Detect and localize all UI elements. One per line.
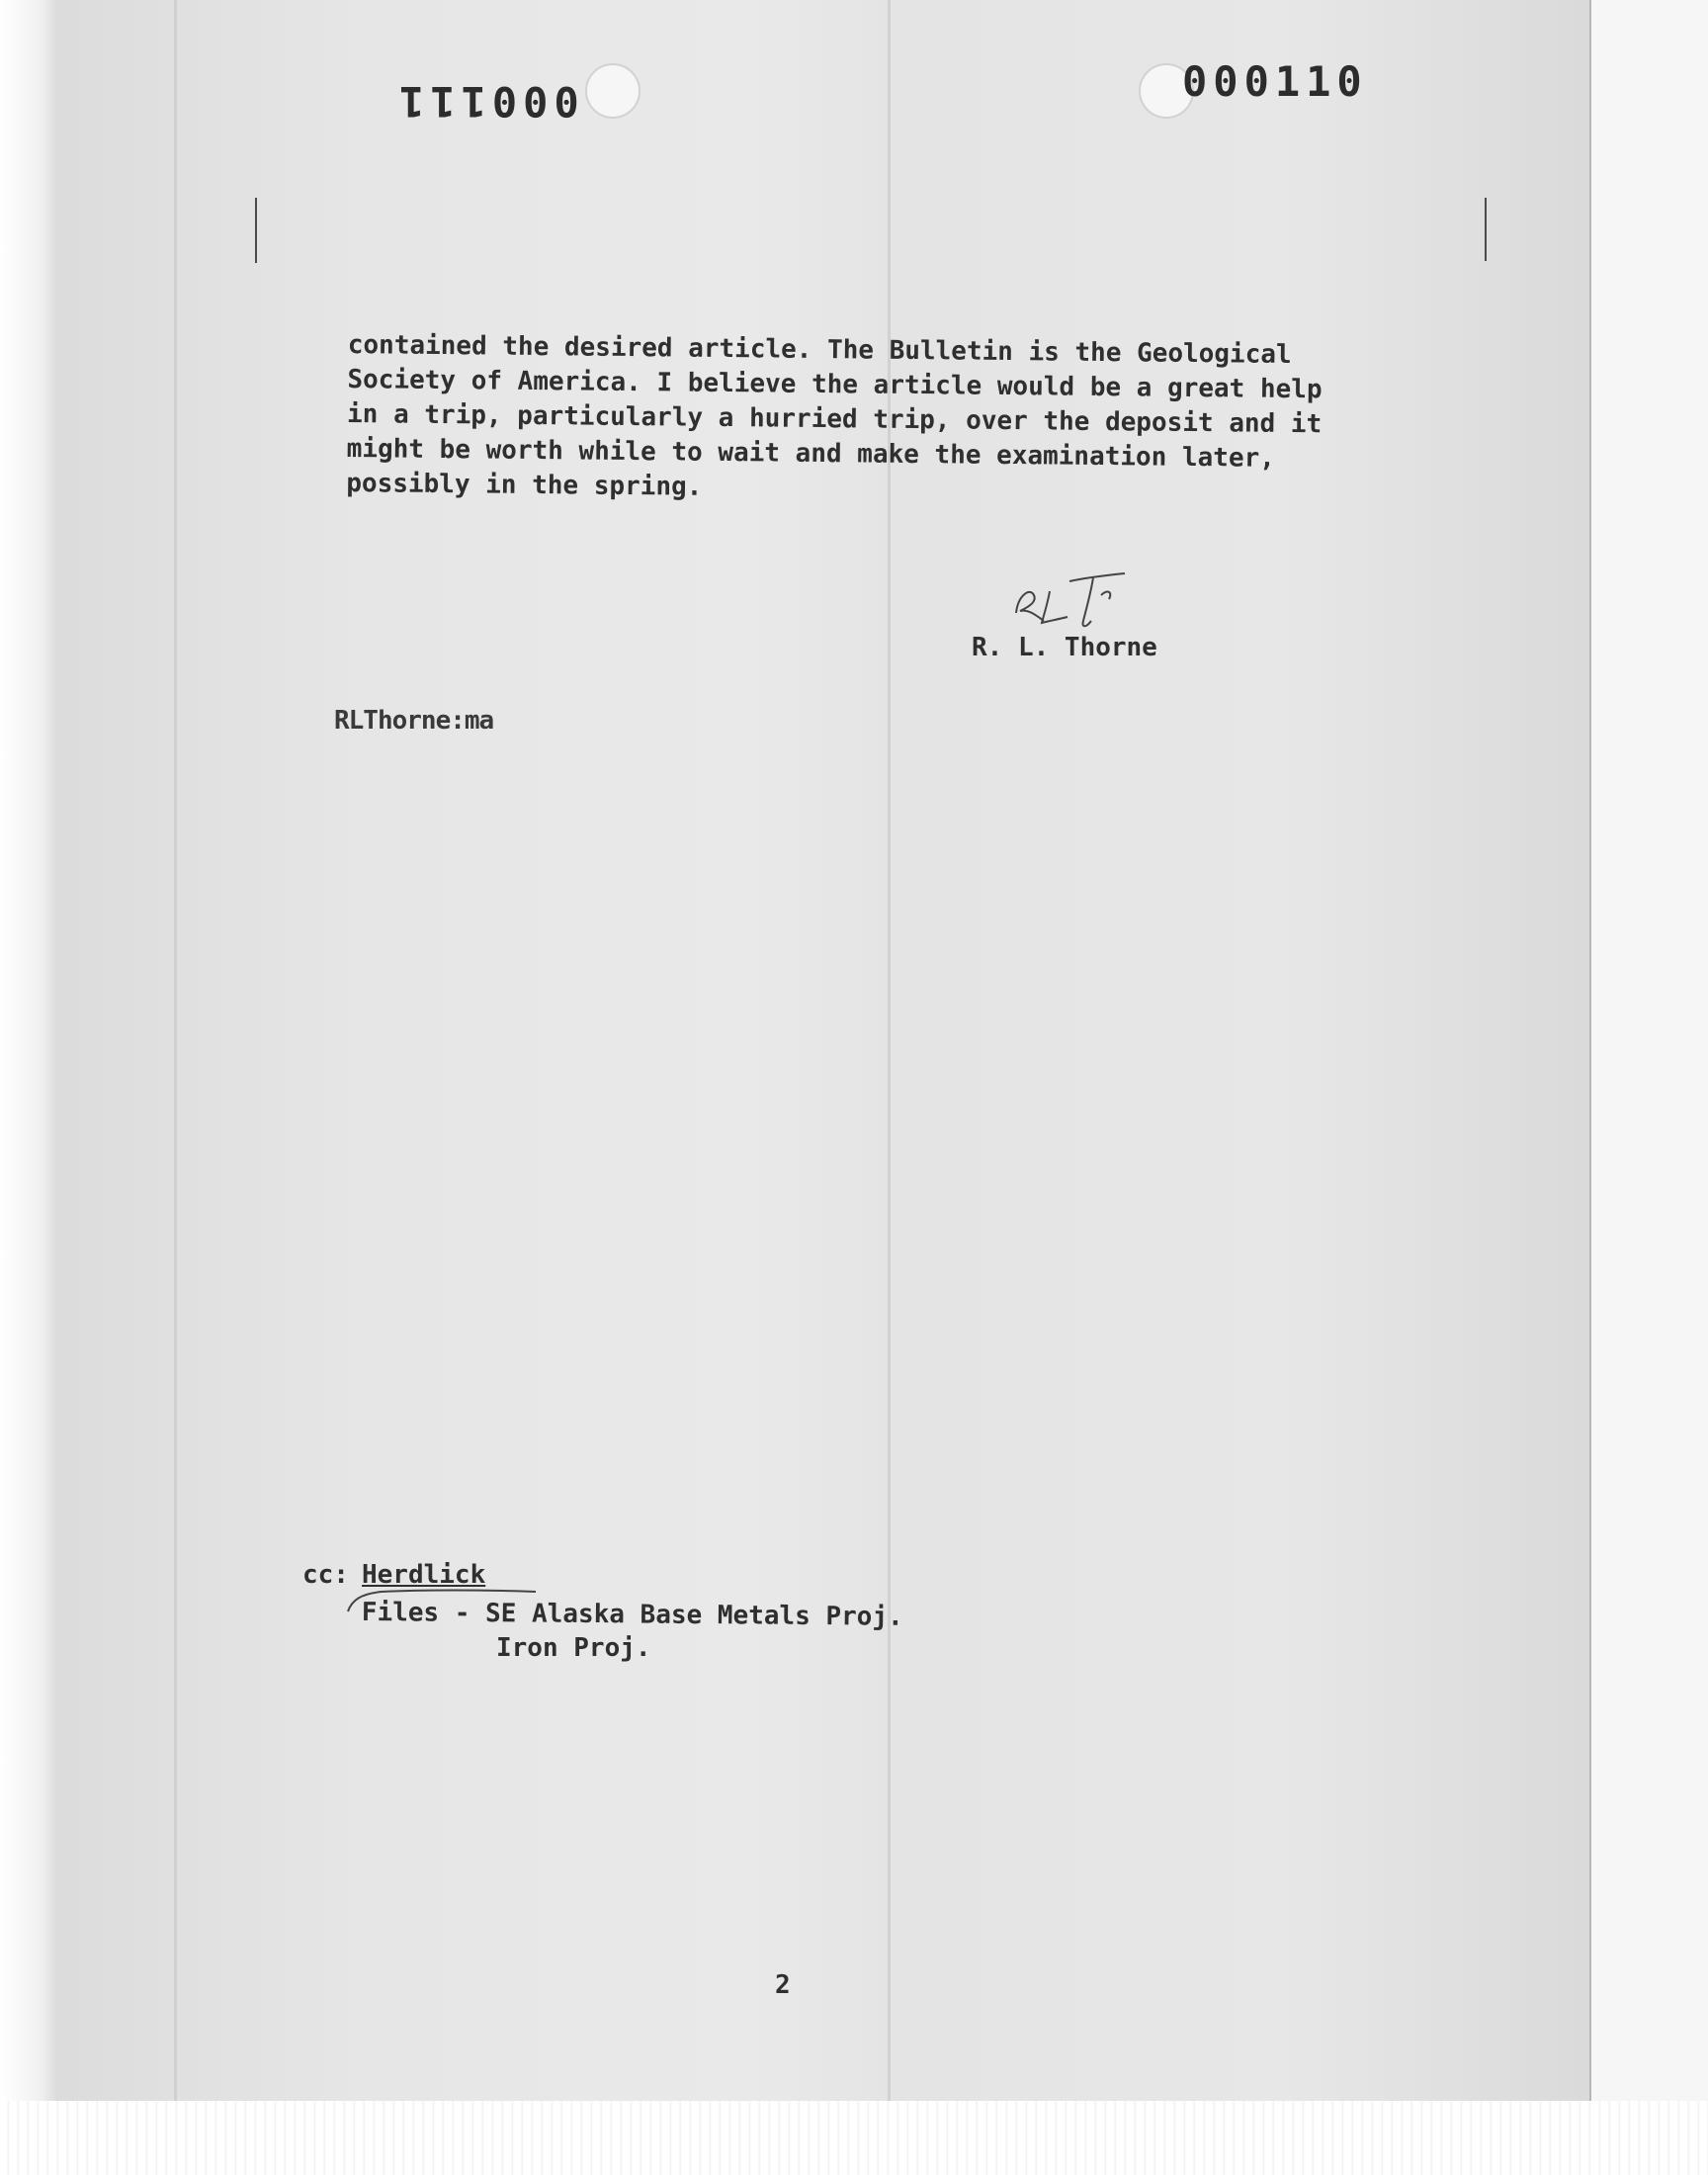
scan-left-edge [0,0,59,2175]
margin-mark-right [1485,198,1487,261]
body-line: in a trip, particularly a hurried trip, over the deposit and it [346,398,1323,440]
punch-hole-left [585,63,640,119]
page-stamp: 000110 [1182,57,1368,106]
reference-initials: RLThorne:ma [334,706,494,736]
body-line: Society of America. I believe the article would be a great help [347,364,1323,405]
scan-bottom-edge [0,2101,1708,2175]
cc-recipient: Herdlick [362,1560,486,1590]
body-line: might be worth while to wait and make the examination later, [346,433,1276,474]
cc-recipient: Files - SE Alaska Base Metals Proj. [361,1598,903,1632]
document-page [57,0,1591,2103]
page-number: 2 [775,1970,791,2000]
fold-line-center [888,0,891,2101]
margin-mark-left [255,198,257,263]
body-line: contained the desired article. The Bulletin is the Geological [347,329,1292,370]
signer-name: R. L. Thorne [972,633,1157,662]
page-stamp-mirrored: 000111 [393,77,579,126]
handwritten-signature [998,566,1156,635]
cc-recipient: Iron Proj. [496,1633,651,1663]
cc-label: cc: [302,1560,349,1590]
body-line: possibly in the spring. [346,468,703,502]
fold-line-left [174,0,177,2101]
letter-body [346,328,1415,512]
